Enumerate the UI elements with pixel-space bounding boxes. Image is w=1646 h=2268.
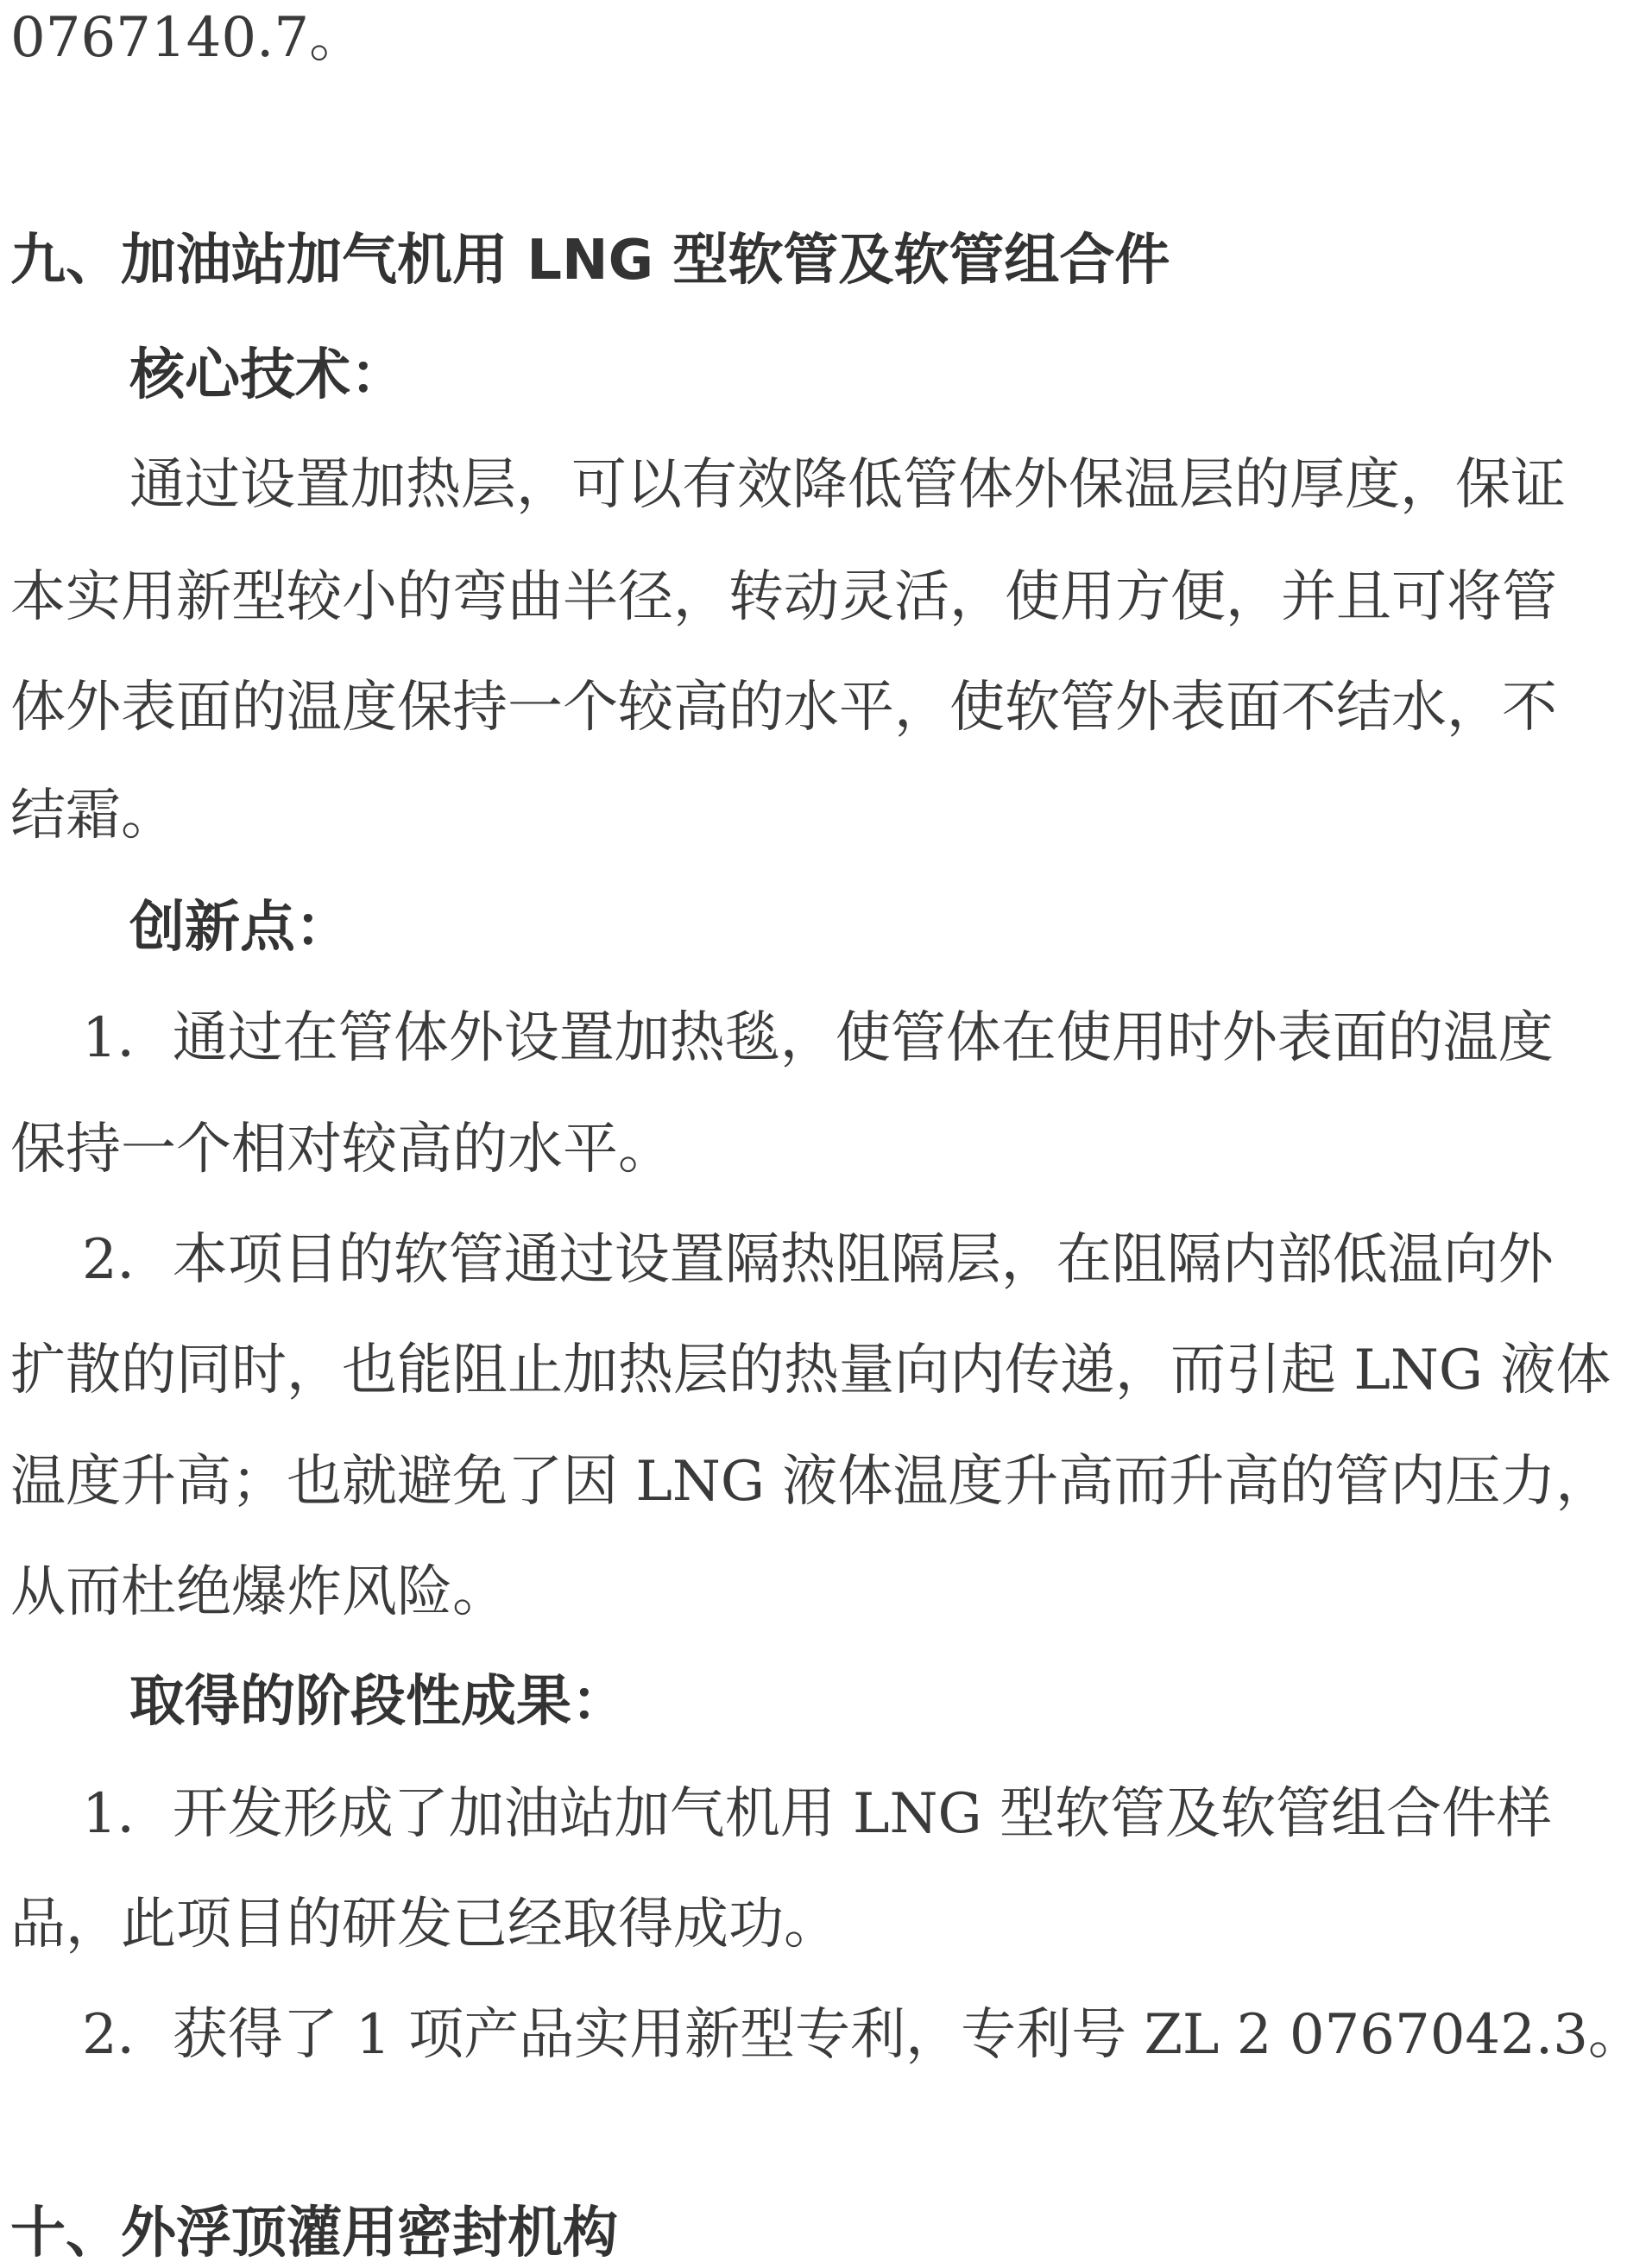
result-1-line-1: 1．开发形成了加油站加气机用 LNG 型软管及软管组合件样: [82, 1782, 1553, 1846]
innovation-2-line-1: 2．本项目的软管通过设置隔热阻隔层，在阻隔内部低温向外: [82, 1228, 1554, 1292]
innovation-2-line-4: 从而杜绝爆炸风险。: [10, 1560, 508, 1624]
innovation-2-line-3: 温度升高；也就避免了因 LNG 液体温度升高而升高的管内压力，: [10, 1450, 1611, 1514]
core-tech-line-3: 体外表面的温度保持一个较高的水平，使软管外表面不结水，不: [10, 676, 1557, 740]
results-label: 取得的阶段性成果：: [129, 1670, 627, 1734]
top-fragment: 0767140.7。: [10, 6, 365, 70]
result-1-line-2: 品，此项目的研发已经取得成功。: [10, 1893, 839, 1956]
innovation-2-line-2: 扩散的同时，也能阻止加热层的热量向内传递，而引起 LNG 液体: [10, 1339, 1611, 1402]
innovation-1-line-1: 1．通过在管体外设置加热毯，使管体在使用时外表面的温度: [82, 1006, 1554, 1070]
section-9-heading: 九、加油站加气机用 LNG 型软管及软管组合件: [10, 229, 1170, 293]
core-tech-label: 核心技术：: [129, 343, 406, 407]
result-2-line-1: 2．获得了 1 项产品实用新型专利，专利号 ZL 2 0767042.3。: [82, 2003, 1643, 2067]
section-10-heading: 十、外浮顶灌用密封机构: [10, 2202, 618, 2265]
core-tech-line-2: 本实用新型较小的弯曲半径，转动灵活，使用方便，并且可将管: [10, 565, 1557, 629]
innovation-1-line-2: 保持一个相对较高的水平。: [10, 1118, 673, 1181]
core-tech-line-1: 通过设置加热层，可以有效降低管体外保温层的厚度，保证: [129, 453, 1566, 517]
core-tech-line-4: 结霜。: [10, 784, 176, 847]
innovation-label: 创新点：: [129, 896, 350, 960]
